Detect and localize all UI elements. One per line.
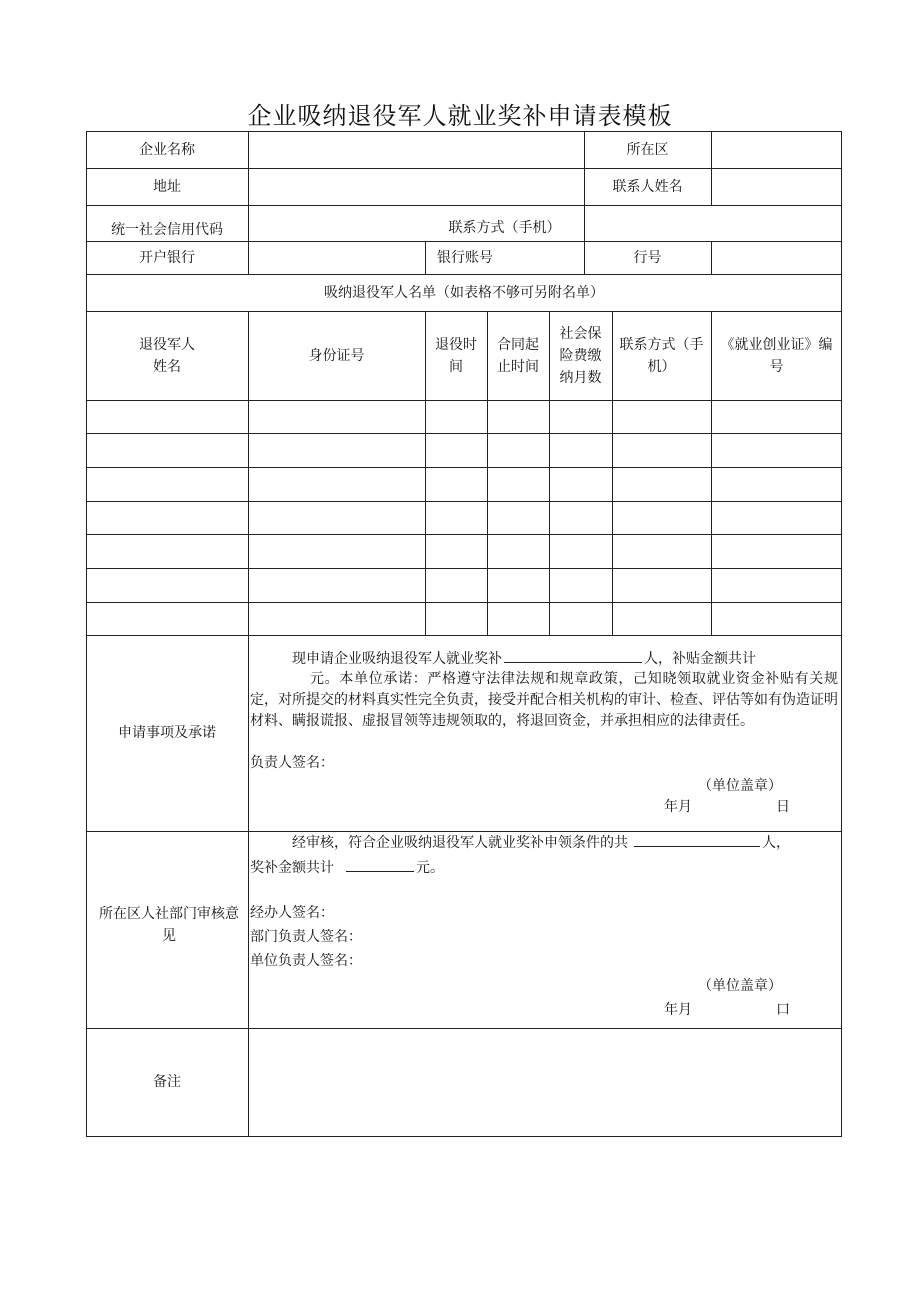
bank-label: 开户银行 <box>139 249 195 266</box>
application-year-month: 年月 <box>664 799 692 815</box>
address-label: 地址 <box>153 178 181 195</box>
table-row[interactable] <box>87 569 841 602</box>
header-contact-phone-line1: 联系方式（手 <box>619 336 704 353</box>
application-line1 <box>250 648 838 670</box>
application-seal: （单位盖章） <box>698 778 782 794</box>
table-row[interactable] <box>87 603 841 635</box>
bank-account-field[interactable] <box>506 242 583 273</box>
header-retire-time-line2: 间 <box>449 358 463 375</box>
roster-caption: 吸纳退役军人名单（如表格不够可另附名单） <box>324 284 604 301</box>
header-insurance-months-line1: 社会保 <box>559 325 602 342</box>
header-insurance-months <box>549 311 612 400</box>
bank-code-field[interactable] <box>712 242 840 273</box>
header-retire-time-line1: 退役时 <box>435 336 477 353</box>
review-line1-text: 经审核，符合企业吸纳退役军人就业奖补申领条件的共 <box>292 835 628 851</box>
application-pledge: 元。本单位承诺：严格遵守法律法规和规章政策，己知晓领取就业资金补贴有关规定，对所提交的材料真实性完全负责，接受并配合相关机构的审计、检查、评估等如有伪造证明材料、瞒报谎报、虚报冒领等违规领取的，将退回资金，并承担相应的法律责任。 <box>250 671 838 729</box>
header-veteran-name-line1: 退役军人 <box>139 336 195 353</box>
contact-name-field[interactable] <box>712 169 840 204</box>
remarks-field[interactable] <box>249 1029 840 1135</box>
review-amount-blank[interactable] <box>346 857 414 872</box>
row-line <box>86 1136 842 1137</box>
review-line2-text2: 元。 <box>416 860 444 876</box>
header-insurance-months-line3: 纳月数 <box>559 369 602 386</box>
review-line1 <box>250 832 838 854</box>
application-form <box>86 131 842 1137</box>
review-handler: 经办人签名： <box>250 905 334 921</box>
application-line1-text: 现申请企业吸纳退役军人就业奖补 <box>292 651 502 667</box>
header-id-number: 身份证号 <box>308 347 365 364</box>
application-label: 申请事项及承诺 <box>118 725 216 741</box>
header-contact-phone <box>612 311 711 400</box>
header-cert-number <box>711 311 842 400</box>
header-cert-number-line1: 《就业创业证》编 <box>720 336 833 353</box>
header-contact-phone-line2: 机） <box>647 358 676 375</box>
table-row[interactable] <box>87 535 841 568</box>
header-contract-period-line2: 止时间 <box>497 358 539 375</box>
review-dept-head: 部门负责人签名： <box>250 929 362 945</box>
table-row[interactable] <box>87 434 841 467</box>
bank-account-label: 银行账号 <box>437 249 493 266</box>
district-field[interactable] <box>712 132 840 167</box>
review-year-month: 年月 <box>664 1002 692 1018</box>
header-veteran-name-line2: 姓名 <box>153 358 181 375</box>
page-title: 企业吸纳退役军人就业奖补申请表模板 <box>247 102 673 130</box>
review-unit-head: 单位负责人签名： <box>250 953 362 969</box>
header-insurance-months-line2: 险费缴 <box>559 347 602 364</box>
bank-field[interactable] <box>249 242 424 273</box>
bank-code-label: 行号 <box>633 249 662 266</box>
company-name-label: 企业名称 <box>139 141 195 158</box>
contact-phone-label: 联系方式（手机） <box>448 220 561 236</box>
review-seal: （单位盖章） <box>698 978 782 994</box>
review-line1-text2: 人， <box>762 835 790 851</box>
header-contract-period <box>487 311 549 400</box>
company-name-field[interactable] <box>249 132 583 167</box>
table-row[interactable] <box>87 468 841 501</box>
header-retire-time <box>425 311 487 400</box>
eligible-count-blank[interactable] <box>634 832 760 847</box>
veteran-count-blank[interactable] <box>504 648 642 663</box>
contact-phone-field[interactable] <box>585 206 840 240</box>
address-field[interactable] <box>249 169 583 204</box>
table-row[interactable] <box>87 502 841 534</box>
application-signature: 负责人签名： <box>250 755 334 771</box>
application-line1-text2: 人，补贴金额共计 <box>644 651 756 667</box>
table-row[interactable] <box>87 401 841 433</box>
district-label: 所在区 <box>626 141 669 158</box>
header-veteran-name <box>86 311 248 400</box>
review-day: 口 <box>776 1002 790 1018</box>
review-line2-text: 奖补金额共计 <box>250 860 334 876</box>
credit-code-label: 统一社会信用代码 <box>111 222 223 238</box>
review-line2 <box>250 857 838 879</box>
application-day: 日 <box>776 799 790 815</box>
remarks-label: 备注 <box>153 1074 181 1090</box>
contact-name-label: 联系人姓名 <box>612 178 683 195</box>
review-label: 所在区人社部门审核意见 <box>99 906 239 944</box>
header-cert-number-line2: 号 <box>769 358 784 375</box>
header-contract-period-line1: 合同起 <box>497 336 539 353</box>
